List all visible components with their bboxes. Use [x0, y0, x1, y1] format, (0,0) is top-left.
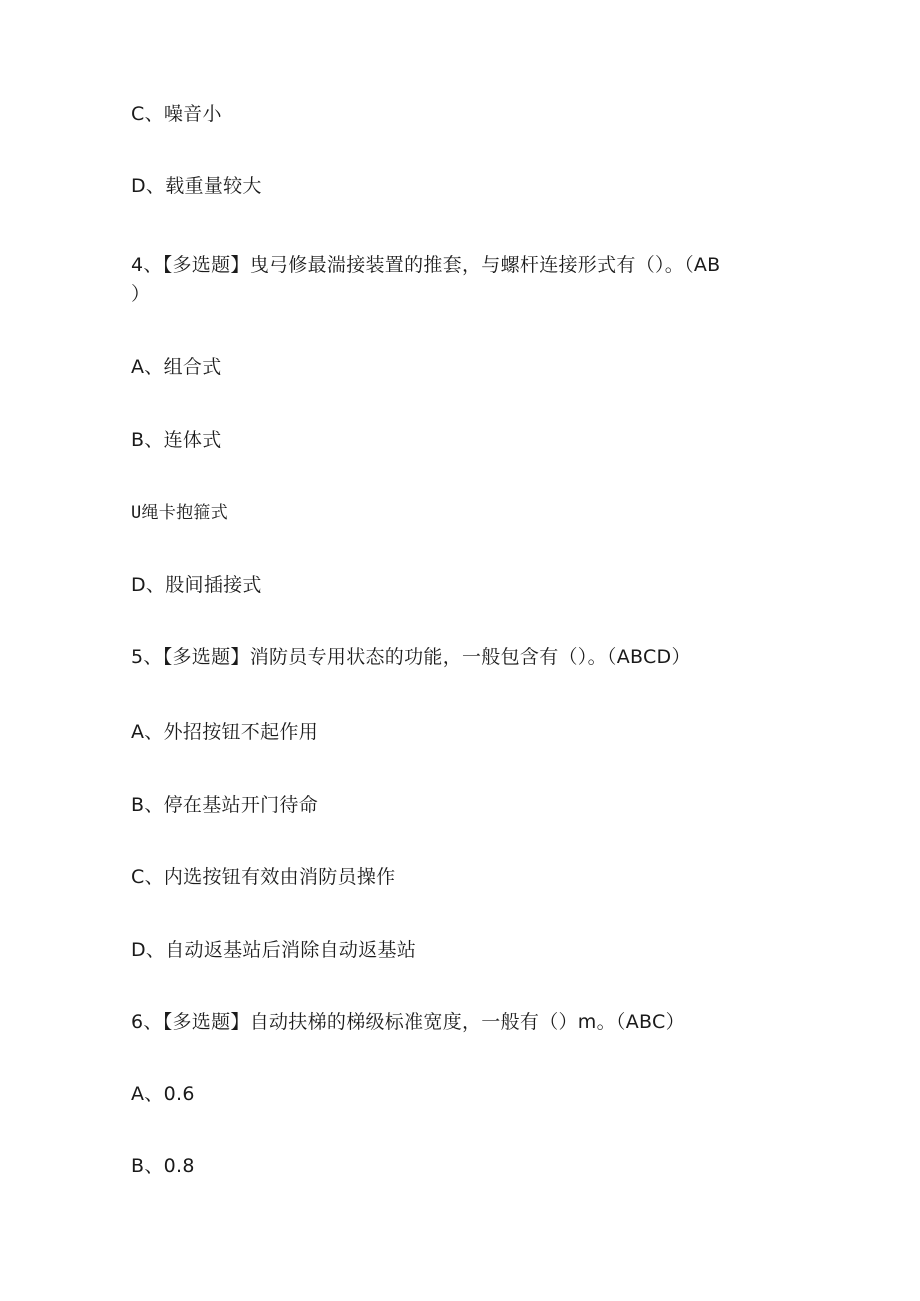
option-4b: B、连体式: [131, 429, 222, 451]
option-4c: U绳卡抱箍式: [131, 503, 229, 523]
option-5b: B、停在基站开门待命: [131, 794, 319, 816]
option-5d: D、自动返基站后消除自动返基站: [131, 939, 417, 961]
option-3c: C、噪音小: [131, 103, 222, 125]
question-5-text: 5、【多选题】消防员专用状态的功能，一般包含有（）。（ABCD）: [131, 646, 691, 668]
option-4a: A、组合式: [131, 356, 222, 378]
question-4-text: 4、【多选题】曳弓修最湍接装置的推套，与螺杆连接形式有（）。（AB: [131, 254, 721, 276]
option-4d: D、股间插接式: [131, 574, 262, 596]
option-3d: D、载重量较大: [131, 175, 262, 197]
question-6-text: 6、【多选题】自动扶梯的梯级标准宽度，一般有（）m。（ABC）: [131, 1011, 685, 1033]
option-5c: C、内选按钮有效由消防员操作: [131, 866, 396, 888]
option-5a: A、外招按钮不起作用: [131, 721, 318, 743]
question-4-text-continued: ）: [131, 283, 151, 305]
option-6a: A、0.6: [131, 1083, 195, 1105]
option-6b: B、0.8: [131, 1155, 195, 1177]
